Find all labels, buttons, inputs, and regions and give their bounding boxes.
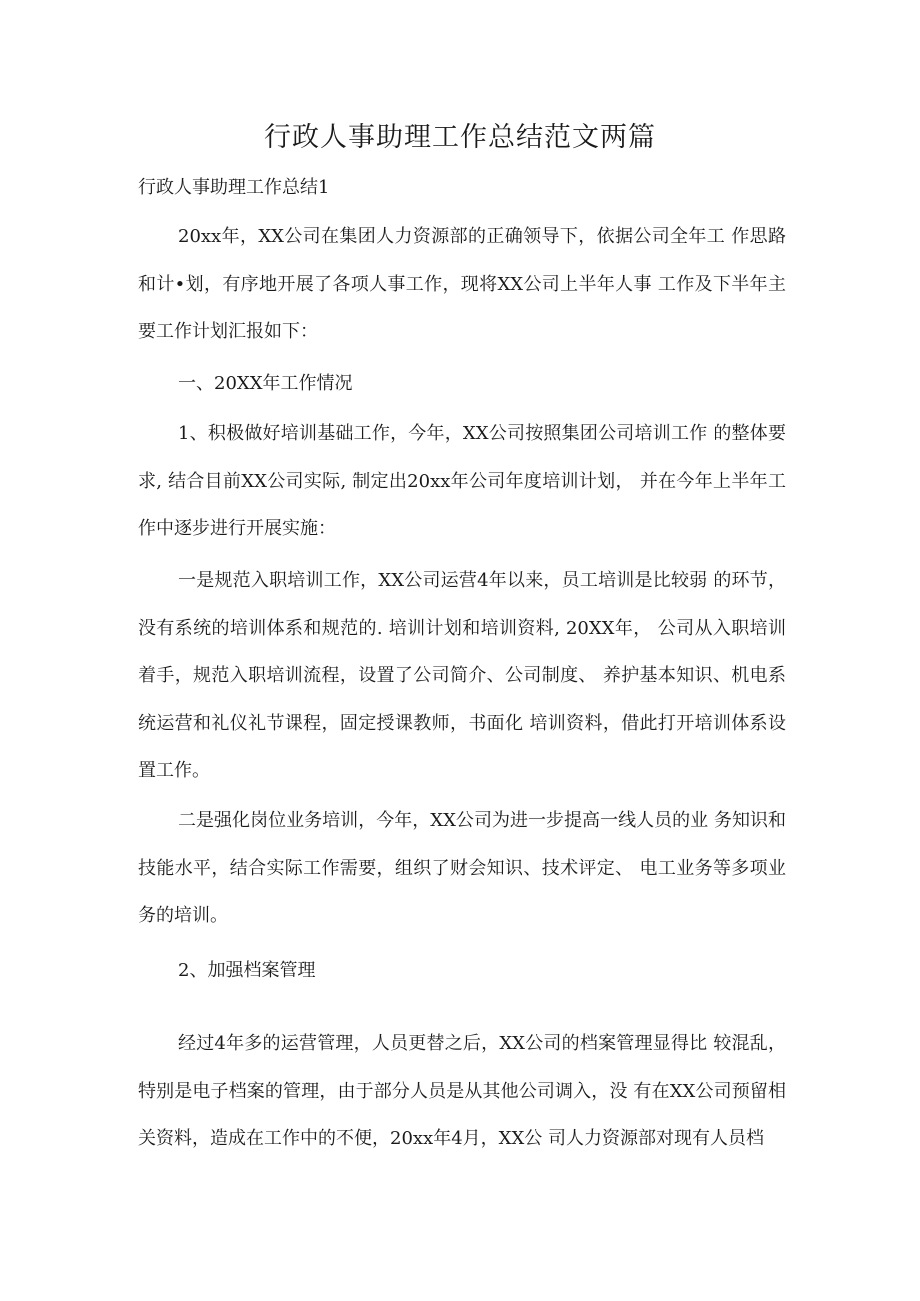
paragraph-training-basics: 1、积极做好培训基础工作，今年，XX公司按照集团公司培训工作 的整体要求, 结合目前XX公司实际, 制定出20xx年公司年度培训计划， 并在今年上半年工作中逐步进行开展实施： bbox=[138, 423, 786, 539]
paragraph-onboarding-training: 一是规范入职培训工作，XX公司运营4年以来，员工培训是比较弱 的环节，没有系统的培训体系和规范的. 培训计划和培训资料, 20XX年， 公司从入职培训着手，规范入职培训流程，设置了公司简介、公司制度、 养护基本知识、机电系统运营和礼仪礼节课程，固定授课教师，书面化 培训资料，借此打开培训体系设置工作。 bbox=[138, 570, 786, 781]
document-subtitle: 行政人事助理工作总结1 bbox=[138, 177, 330, 198]
paragraph-intro: 20xx年，XX公司在集团人力资源部的正确领导下，依据公司全年工 作思路和计•划，有序地开展了各项人事工作，现将XX公司上半年人事 工作及下半年主要工作计划汇报如下： bbox=[138, 226, 786, 342]
section-heading-archives: 2、加强档案管理 bbox=[178, 960, 316, 981]
section-heading-work-status: 一、20XX年工作情况 bbox=[178, 373, 353, 394]
paragraph-archive-management: 经过4年多的运营管理，人员更替之后，XX公司的档案管理显得比 较混乱，特别是电子档案的管理，由于部分人员是从其他公司调入，没 有在XX公司预留相关资料，造成在工作中的不便，20xx年4月，XX公 司人力资源部对现有人员档 bbox=[138, 1033, 786, 1149]
paragraph-job-training: 二是强化岗位业务培训，今年，XX公司为进一步提高一线人员的业 务知识和技能水平，结合实际工作需要，组织了财会知识、技术评定、 电工业务等多项业务的培训。 bbox=[138, 810, 786, 926]
document-title: 行政人事助理工作总结范文两篇 bbox=[264, 122, 656, 153]
